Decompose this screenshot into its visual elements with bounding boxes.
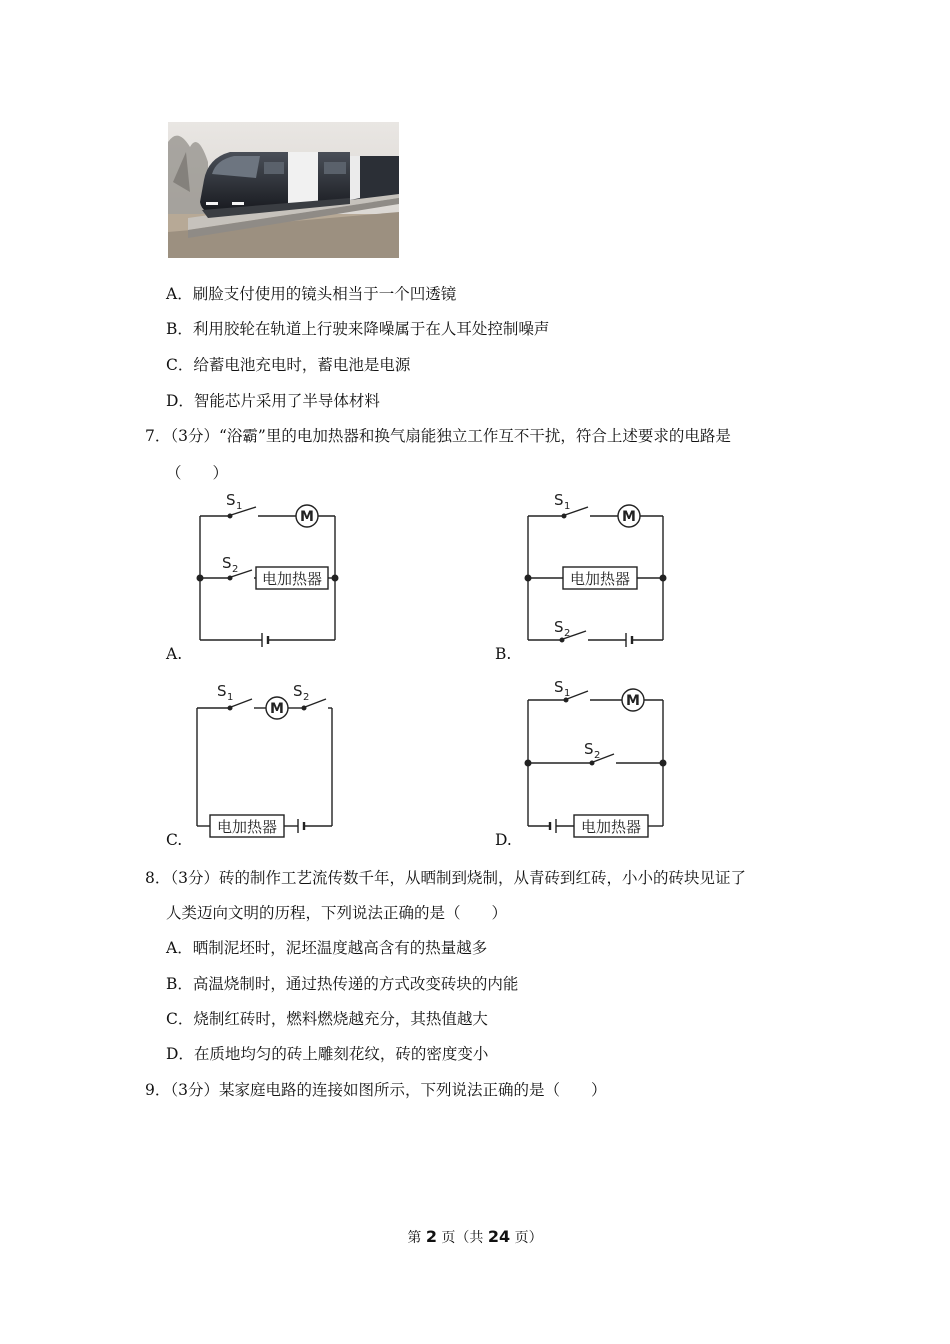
switch-s1-subscript: 1 bbox=[564, 501, 571, 512]
switch-s1-label: S bbox=[226, 491, 236, 509]
switch-s1-subscript: 1 bbox=[236, 501, 243, 512]
heater-label: 电加热器 bbox=[261, 570, 323, 588]
page-footer bbox=[0, 1227, 950, 1247]
switch-s1-subscript: 1 bbox=[564, 688, 571, 699]
motor-label: M bbox=[622, 509, 636, 525]
switch-s2-subscript: 2 bbox=[303, 692, 310, 703]
monorail-train-photo bbox=[168, 122, 399, 258]
q6-option-b: B．利用胶轮在轨道上行驶来降噪属于在人耳处控制噪声 bbox=[166, 320, 550, 338]
circuit-c-label: C. bbox=[166, 831, 183, 849]
circuit-c bbox=[190, 678, 350, 838]
footer-middle: 页（共 bbox=[436, 1230, 488, 1246]
q6-option-d: D．智能芯片采用了半导体材料 bbox=[166, 392, 380, 410]
switch-s1-subscript: 1 bbox=[227, 692, 234, 703]
switch-s2-label: S bbox=[584, 740, 594, 758]
circuit-a bbox=[190, 490, 350, 650]
switch-s2-subscript: 2 bbox=[564, 628, 571, 639]
circuit-b-label: B. bbox=[495, 645, 512, 663]
circuit-a-label: A. bbox=[166, 645, 183, 663]
q8-option-b: B．高温烧制时，通过热传递的方式改变砖块的内能 bbox=[166, 975, 519, 993]
switch-s2-subscript: 2 bbox=[594, 750, 601, 761]
switch-s1-label: S bbox=[554, 678, 564, 696]
motor-label: M bbox=[626, 693, 640, 709]
switch-s1-label: S bbox=[554, 491, 564, 509]
circuit-d bbox=[518, 676, 678, 838]
q8-option-d: D．在质地均匀的砖上雕刻花纹，砖的密度变小 bbox=[166, 1045, 489, 1063]
q8-option-a: A．晒制泥坯时，泥坯温度越高含有的热量越多 bbox=[166, 939, 488, 957]
circuit-b bbox=[518, 490, 678, 650]
heater-label: 电加热器 bbox=[216, 818, 278, 836]
q8-option-c: C．烧制红砖时，燃料燃烧越充分，其热值越大 bbox=[166, 1010, 488, 1028]
circuit-d-label: D. bbox=[495, 831, 512, 849]
switch-s2-subscript: 2 bbox=[232, 564, 239, 575]
q8-stem-line2: 人类迈向文明的历程，下列说法正确的是（ ） bbox=[166, 904, 508, 922]
current-page-number: 2 bbox=[425, 1227, 437, 1246]
switch-s2-label: S bbox=[222, 554, 232, 572]
q7-answer-blank: （ ） bbox=[166, 464, 229, 482]
q6-option-c: C．给蓄电池充电时，蓄电池是电源 bbox=[166, 356, 411, 374]
switch-s2-label: S bbox=[293, 682, 303, 700]
footer-prefix: 第 bbox=[407, 1230, 426, 1246]
motor-label: M bbox=[300, 509, 314, 525]
q9-stem: 9．（3分）某家庭电路的连接如图所示，下列说法正确的是（ ） bbox=[145, 1081, 607, 1099]
heater-label: 电加热器 bbox=[580, 818, 642, 836]
q7-stem: 7．（3分）“浴霸”里的电加热器和换气扇能独立工作互不干扰，符合上述要求的电路是 bbox=[145, 427, 731, 445]
heater-label: 电加热器 bbox=[569, 570, 631, 588]
total-page-count: 24 bbox=[487, 1227, 511, 1246]
switch-s1-label: S bbox=[217, 682, 227, 700]
footer-suffix: 页） bbox=[510, 1230, 543, 1246]
motor-label: M bbox=[270, 701, 284, 717]
q6-option-a: A．刷脸支付使用的镜头相当于一个凹透镜 bbox=[166, 285, 457, 303]
switch-s2-label: S bbox=[554, 618, 564, 636]
q8-stem-line1: 8．（3分）砖的制作工艺流传数千年，从晒制到烧制，从青砖到红砖，小小的砖块见证了 bbox=[145, 869, 746, 887]
